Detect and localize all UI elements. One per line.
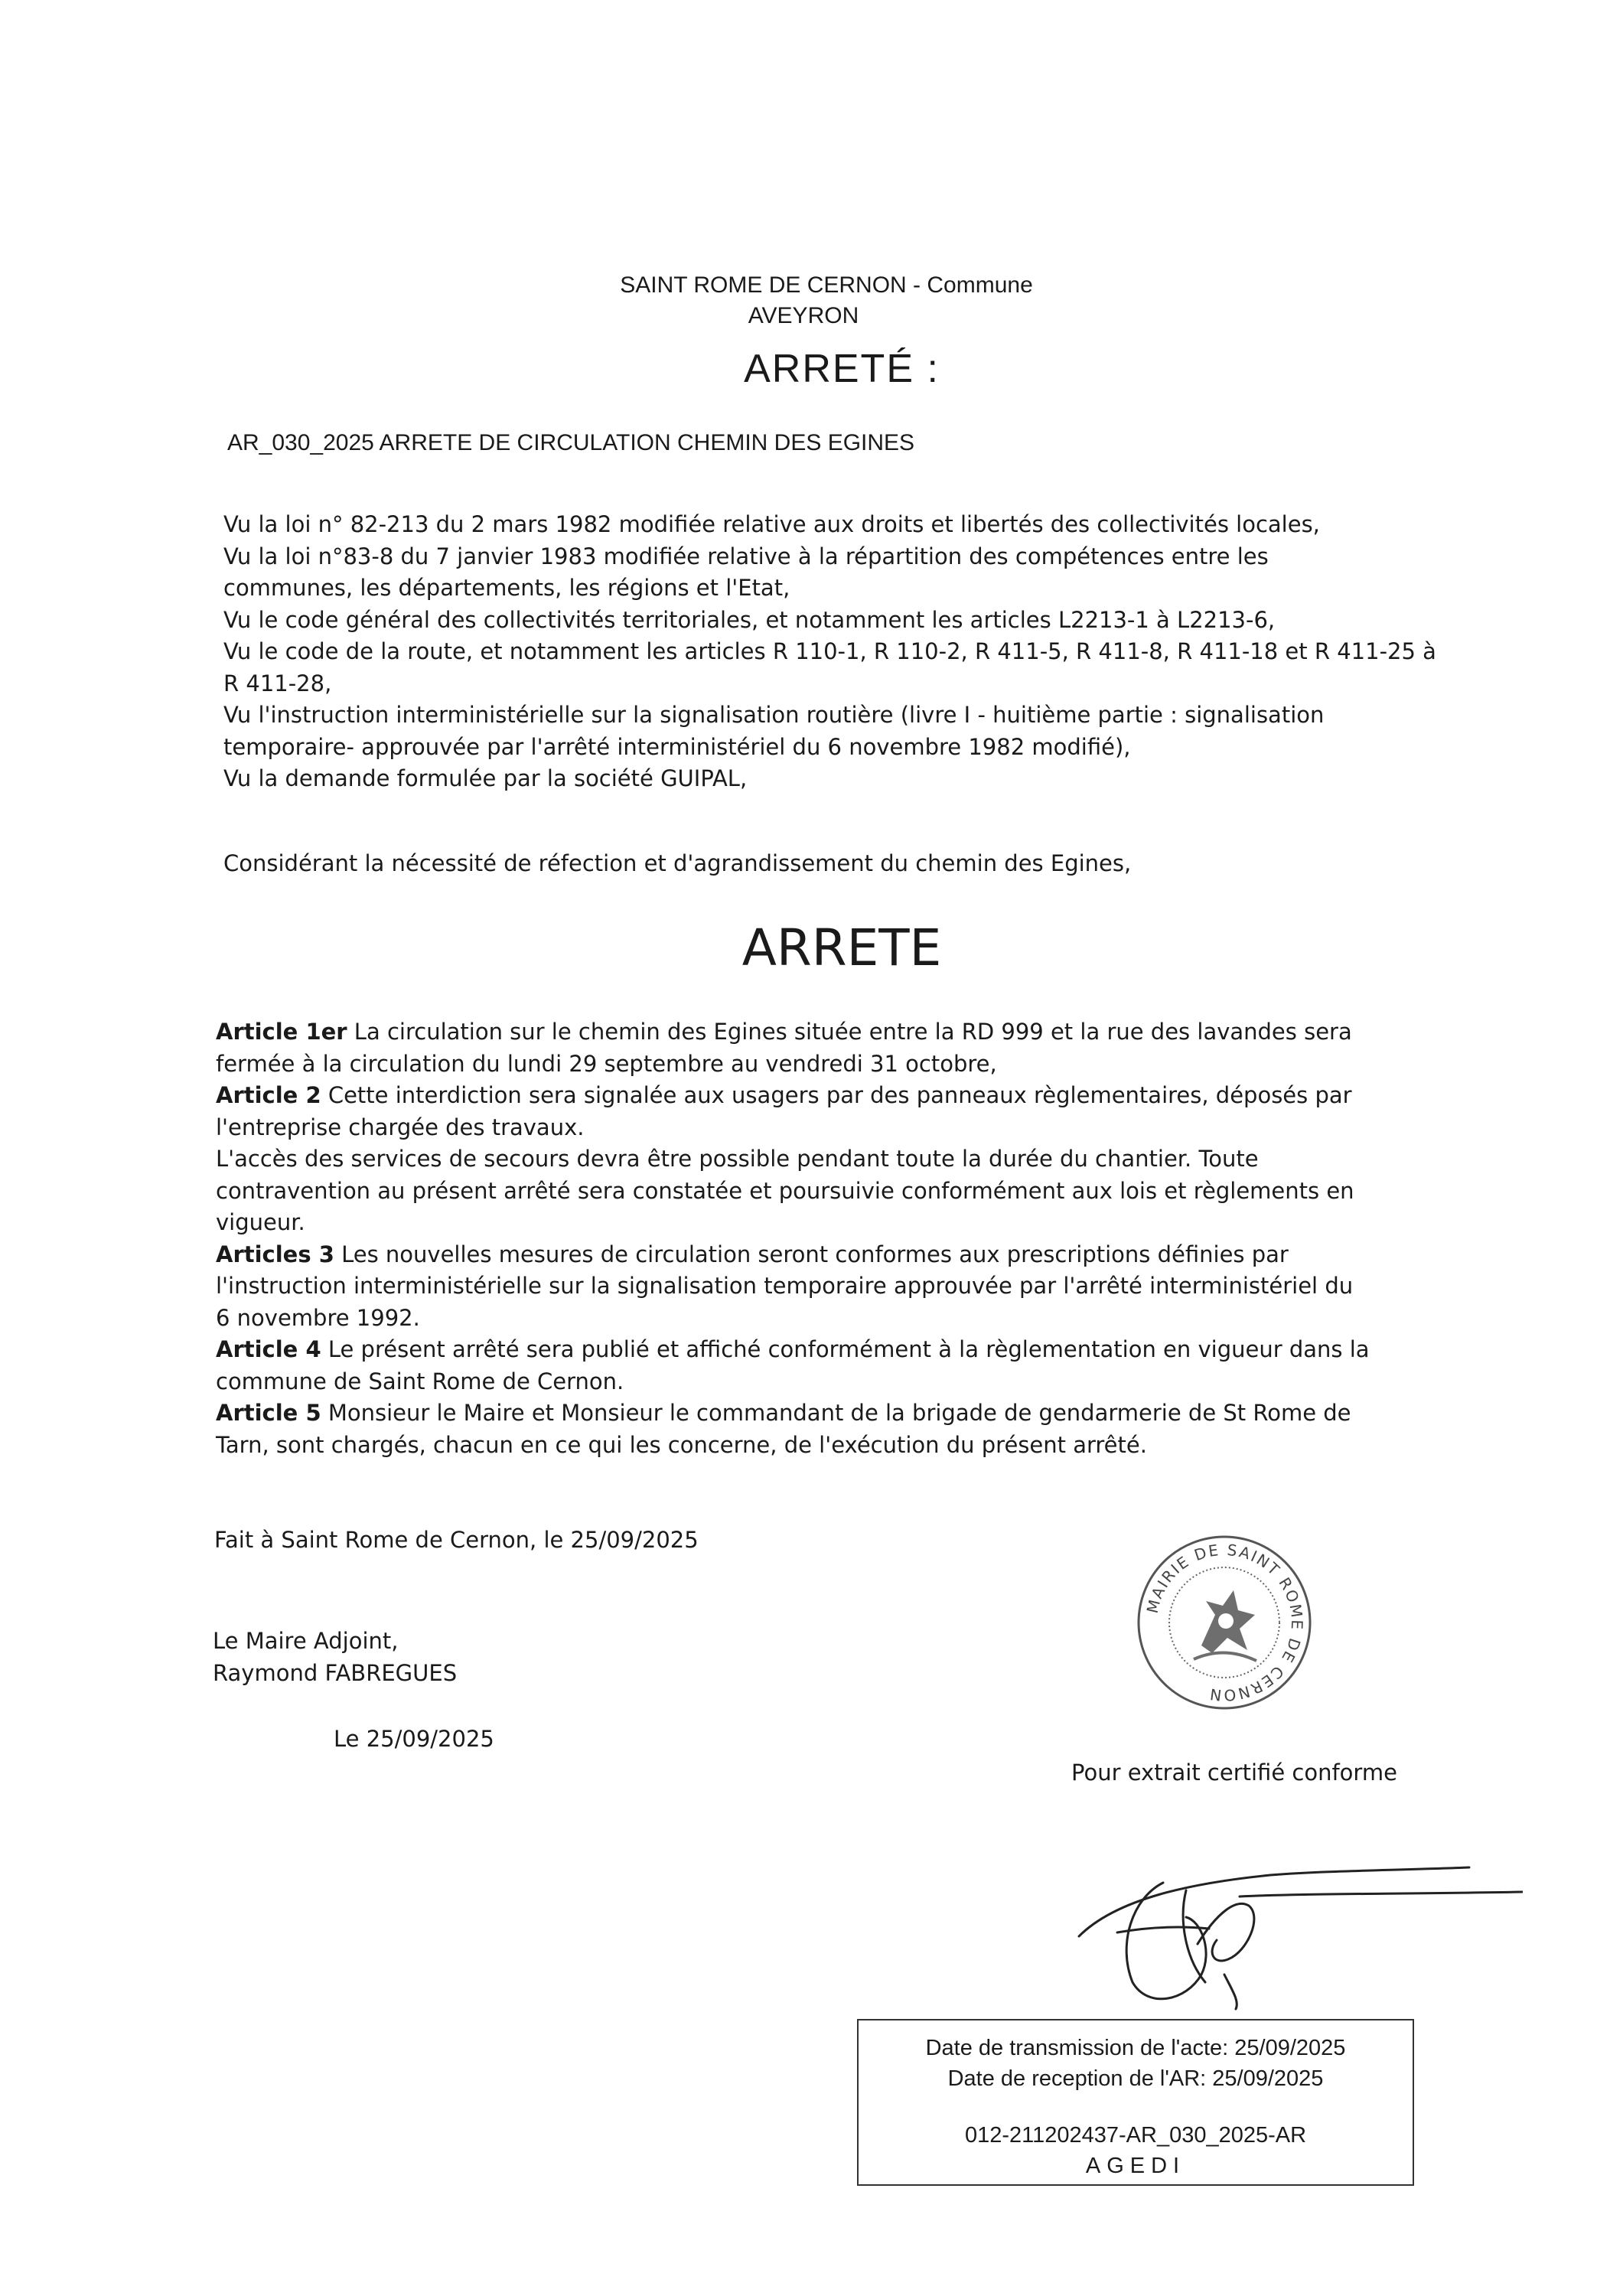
article-text: Le présent arrêté sera publié et affiché conformément à la règlementation en vigueur dans la [321, 1336, 1370, 1362]
signataire-block [213, 1626, 457, 1689]
certifie-conforme: Pour extrait certifié conforme [1071, 1760, 1397, 1786]
visa-line: R 411-28, [223, 670, 332, 696]
articles-list [216, 1016, 1370, 1461]
article-line [216, 1239, 1370, 1271]
article-label: Article 2 [216, 1082, 321, 1108]
seal-icon [1133, 1531, 1316, 1714]
departement-title: AVEYRON [748, 303, 859, 328]
article-line [216, 1270, 1370, 1303]
transmission-date: Date de transmission de l'acte: 25/09/2025 [925, 2036, 1346, 2060]
article-line [216, 1080, 1370, 1112]
article-text: Cette interdiction sera signalée aux usagers par des panneaux règlementaires, déposés par [321, 1082, 1352, 1108]
article-text: contravention au présent arrêté sera constatée et poursuivie conformément aux lois et règlements en [216, 1177, 1354, 1204]
handwritten-signature [1071, 1852, 1523, 2013]
article-text: fermée à la circulation du lundi 29 septembre au vendredi 31 octobre, [216, 1050, 997, 1077]
article-text: La circulation sur le chemin des Egines située entre la RD 999 et la rue des lavandes sera [347, 1019, 1352, 1045]
agedi-label: AGEDI [1085, 2154, 1186, 2178]
fait-a-line: Fait à Saint Rome de Cernon, le 25/09/2025 [214, 1527, 699, 1553]
arrete-heading: ARRETÉ : [744, 347, 940, 391]
article-line [216, 1016, 1370, 1049]
visa-line: Vu le code de la route, et notamment les articles R 110-1, R 110-2, R 411-5, R 411-8, R 411-18 et R 411-25 à [223, 638, 1436, 664]
article-label: Article 5 [216, 1400, 321, 1426]
visa-line: communes, les départements, les régions et l'Etat, [223, 575, 790, 601]
visas-list [223, 509, 1436, 795]
article-text: l'instruction interministérielle sur la signalisation temporaire approuvée par l'arrêté interministériel du [216, 1273, 1354, 1299]
article-text: 6 novembre 1992. [216, 1304, 420, 1331]
article-text: Monsieur le Maire et Monsieur le commandant de la brigade de gendarmerie de St Rome de [321, 1400, 1351, 1426]
article-text: commune de Saint Rome de Cernon. [216, 1368, 624, 1394]
mairie-seal-stamp [1133, 1531, 1316, 1714]
arrete-reference: AR_030_2025 ARRETE DE CIRCULATION CHEMIN DES EGINES [227, 430, 915, 455]
article-label: Article 4 [216, 1336, 321, 1362]
reception-date: Date de reception de l'AR: 25/09/2025 [947, 2066, 1324, 2091]
visa-line: Vu le code général des collectivités territoriales, et notamment les articles L2213-1 à L2213-6, [223, 606, 1276, 633]
ar-transmission-box [857, 2019, 1414, 2186]
visa-line: Vu la loi n° 82-213 du 2 mars 1982 modifiée relative aux droits et libertés des collectivités locales, [223, 511, 1320, 537]
article-line [216, 1049, 1370, 1081]
seal-text: MAIRIE DE SAINT ROME DE CERNON [1142, 1540, 1307, 1705]
article-line [216, 1112, 1370, 1144]
article-line [216, 1430, 1370, 1462]
visa-line: Vu l'instruction interministérielle sur la signalisation routière (livre I - huitième partie : signalisation [223, 702, 1325, 728]
considerant: Considérant la nécessité de réfection et d'agrandissement du chemin des Egines, [223, 850, 1132, 876]
article-line [216, 1366, 1370, 1398]
article-text: l'entreprise chargée des travaux. [216, 1114, 585, 1140]
acte-identifier: 012-211202437-AR_030_2025-AR [964, 2123, 1307, 2148]
date-le: Le 25/09/2025 [334, 1726, 494, 1752]
article-label: Article 1er [216, 1019, 347, 1045]
article-text: Les nouvelles mesures de circulation seront conformes aux prescriptions définies par [334, 1241, 1289, 1267]
article-line [216, 1143, 1370, 1176]
signataire-title: Le Maire Adjoint, [213, 1628, 399, 1654]
article-line [216, 1397, 1370, 1430]
signature-icon [1071, 1852, 1523, 2013]
article-line [216, 1334, 1370, 1366]
article-text: vigueur. [216, 1209, 305, 1235]
visa-line: Vu la loi n°83-8 du 7 janvier 1983 modifiée relative à la répartition des compétences entre les [223, 543, 1269, 569]
commune-title: SAINT ROME DE CERNON - Commune [620, 272, 1033, 298]
signataire-name: Raymond FABREGUES [213, 1659, 458, 1686]
article-text: Tarn, sont chargés, chacun en ce qui les concerne, de l'exécution du présent arrêté. [216, 1431, 1147, 1458]
visa-line: Vu la demande formulée par la société GUIPAL, [223, 765, 748, 791]
article-line [216, 1207, 1370, 1239]
article-label: Articles 3 [216, 1241, 334, 1267]
article-text: L'accès des services de secours devra être possible pendant toute la durée du chantier. Toute [216, 1146, 1259, 1172]
arrete-main-heading: ARRETE [741, 918, 942, 977]
visa-line: temporaire- approuvée par l'arrêté interministériel du 6 novembre 1982 modifié), [223, 733, 1131, 760]
article-line [216, 1303, 1370, 1335]
article-line [216, 1176, 1370, 1208]
